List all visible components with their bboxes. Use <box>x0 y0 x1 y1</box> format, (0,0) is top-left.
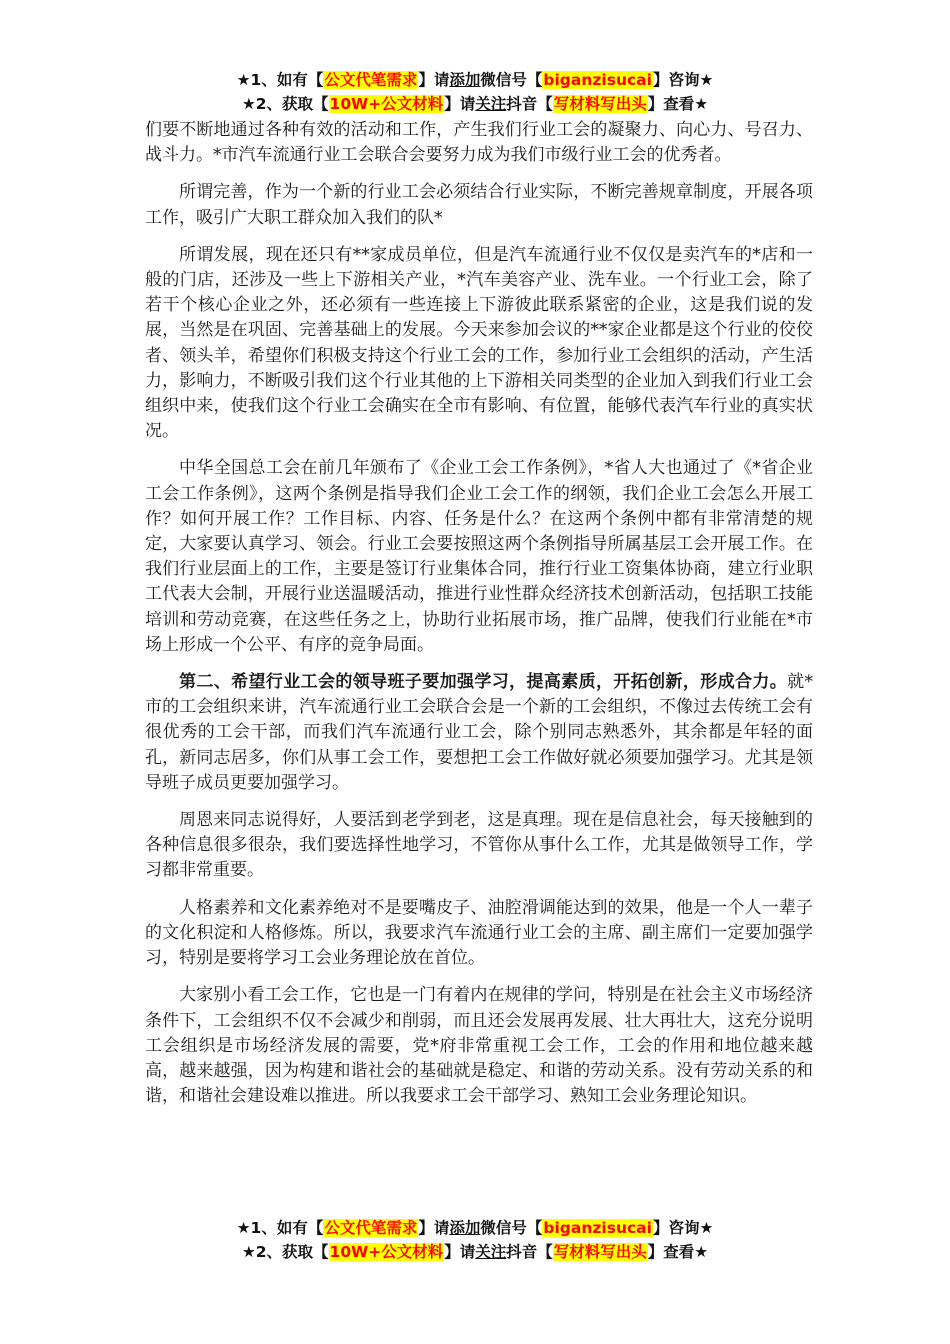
paragraph: 周恩来同志说得好，人要活到老学到老，这是真理。现在是信息社会，每天接触到的各种信息很多很杂，我们要选择性地学习，不管你从事什么工作，尤其是做领导工作，学习都非常重要。 <box>145 810 813 881</box>
highlight-service: 公文代笔需求 <box>324 1219 418 1237</box>
paragraph-continued: 们要不断地通过各种有效的活动和工作，产生我们行业工会的凝聚力、向心力、号召力、战斗力。*市汽车流通行业工会联合会要努力成为我们市级行业工会的优秀者。 <box>145 120 813 166</box>
highlight-wechat-id: biganzisucai <box>543 1219 652 1237</box>
underline-add: 添加 <box>449 1219 481 1237</box>
paragraph <box>145 670 813 796</box>
star-icon: ★ <box>236 1219 251 1237</box>
banner-text: 2、获取【 <box>255 95 329 113</box>
banner-text: 微信号【 <box>480 1219 543 1237</box>
banner-text: 抖音【 <box>506 1243 553 1261</box>
banner-text: 】咨询★ <box>652 71 714 89</box>
highlight-materials: 10W+公文材料 <box>329 1243 444 1261</box>
banner-text: 2、获取【 <box>255 1243 329 1261</box>
paragraph: 中华全国总工会在前几年颁布了《企业工会工作条例》，*省人大也通过了《*省企业工会工作条例》，这两个条例是指导我们企业工会工作的纲领，我们企业工会怎么开展工作？如何开展工作？工作目标、内容、任务是什么？在这两个条例中都有非常清楚的规定，大家要认真学习、领会。行业工会要按照这两个条例指导所属基层工会开展工作。在我们行业层面上的工作，主要是签订行业集体合同，推行行业工资集体协商，建立行业职工代表大会制，开展行业送温暖活动，推进行业性群众经济技术创新活动，包括职工技能培训和劳动竞赛，在这些任务之上，协助行业拓展市场，推广品牌，使我们行业能在*市场上形成一个公平、有序的竞争局面。 <box>145 458 813 655</box>
star-icon: ★ <box>236 71 251 89</box>
banner-text: 】请 <box>444 95 476 113</box>
paragraph: 所谓完善，作为一个新的行业工会必须结合行业实际，不断完善规章制度，开展各项工作，吸引广大职工群众加入我们的队* <box>145 182 813 228</box>
banner-text: 1、如有【 <box>250 1219 324 1237</box>
banner-text: 】查看★ <box>647 1243 709 1261</box>
document-body <box>145 118 813 1121</box>
banner-text: 抖音【 <box>506 95 553 113</box>
banner-line-1 <box>0 1216 950 1240</box>
underline-add: 添加 <box>449 71 481 89</box>
highlight-wechat-id: biganzisucai <box>543 71 652 89</box>
paragraph: 所谓发展，现在还只有**家成员单位，但是汽车流通行业不仅仅是卖汽车的*店和一般的门店，还涉及一些上下游相关产业，*汽车美容产业、洗车业。一个行业工会，除了若干个核心企业之外，还必须有一些连接上下游彼此联系紧密的企业，这是我们说的发展，当然是在巩固、完善基础上的发展。今天来参加会议的**家企业都是这个行业的佼佼者、领头羊，希望你们积极支持这个行业工会的工作，参加行业工会组织的活动，产生活力，影响力，不断吸引我们这个行业其他的上下游相关同类型的企业加入到我们行业工会组织中来，使我们这个行业工会确实在全市有影响、有位置，能够代表汽车行业的真实状况。 <box>145 244 813 442</box>
highlight-douyin-account: 写材料写出头 <box>553 95 647 113</box>
header-banner <box>0 68 950 116</box>
highlight-douyin-account: 写材料写出头 <box>553 1243 647 1261</box>
banner-line-1 <box>0 68 950 92</box>
banner-line-2 <box>0 1240 950 1264</box>
banner-text: 】查看★ <box>647 95 709 113</box>
paragraph: 人格素养和文化素养绝对不是要嘴皮子、油腔滑调能达到的效果，他是一个人一辈子的文化积淀和人格修炼。所以，我要求汽车流通行业工会的主席、副主席们一定要加强学习，特别是要将学习工会业务理论放在首位。 <box>145 897 813 969</box>
banner-text: 1、如有【 <box>250 71 324 89</box>
underline-follow: 关注 <box>475 1243 507 1261</box>
banner-text: 微信号【 <box>480 71 543 89</box>
banner-text: 】咨询★ <box>652 1219 714 1237</box>
banner-text: 】请 <box>418 71 450 89</box>
highlight-materials: 10W+公文材料 <box>329 95 444 113</box>
banner-text: 】请 <box>444 1243 476 1261</box>
paragraph-text: 就*市的工会组织来讲，汽车流通行业工会联合会是一个新的工会组织，不像过去传统工会有很优秀的工会干部，而我们汽车流通行业工会，除个别同志熟悉外，其余都是年轻的面孔，新同志居多，你们从事工会工作，要想把工会工作做好就必须要加强学习。尤其是领导班子成员更要加强学习。 <box>145 672 813 793</box>
paragraph: 大家别小看工会工作，它也是一门有着内在规律的学问，特别是在社会主义市场经济条件下，工会组织不仅不会减少和削弱，而且还会发展再发展、壮大再壮大，这充分说明工会组织是市场经济发展的需要，党*府非常重视工会工作，工会的作用和地位越来越高，越来越强，因为构建和谐社会的基础就是稳定、和谐的劳动关系。没有劳动关系的和谐，和谐社会建设难以推进。所以我要求工会干部学习、熟知工会业务理论知识。 <box>145 985 813 1107</box>
underline-follow: 关注 <box>475 95 507 113</box>
section-heading: 第二、希望行业工会的领导班子要加强学习，提高素质，开拓创新，形成合力。 <box>179 672 788 693</box>
banner-text: 】请 <box>418 1219 450 1237</box>
footer-banner <box>0 1216 950 1264</box>
banner-line-2 <box>0 92 950 116</box>
star-icon: ★ <box>241 1243 256 1261</box>
highlight-service: 公文代笔需求 <box>324 71 418 89</box>
star-icon: ★ <box>241 95 256 113</box>
